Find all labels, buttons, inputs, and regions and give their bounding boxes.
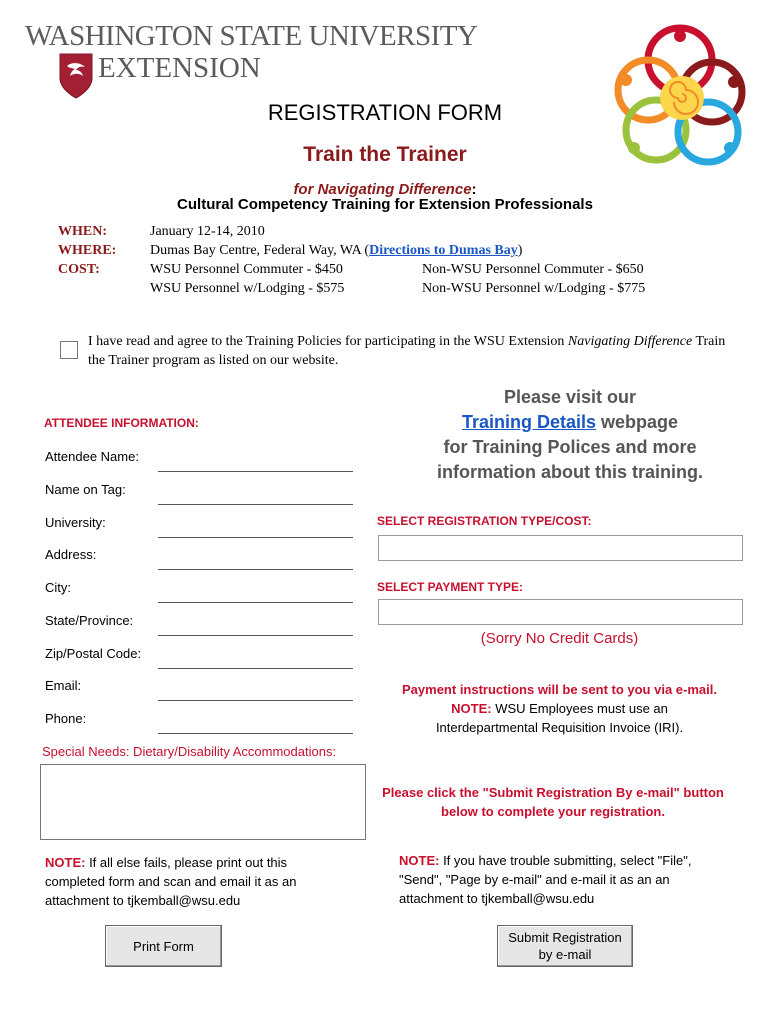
payment-type-select[interactable] xyxy=(378,599,743,625)
payment-note-text: WSU Employees must use an xyxy=(491,701,668,716)
submit-email-button[interactable] xyxy=(497,925,633,967)
email-input[interactable] xyxy=(158,700,353,701)
directions-link[interactable]: Directions to Dumas Bay xyxy=(369,243,518,258)
attendee-name-input[interactable] xyxy=(158,471,353,472)
cost-wsu-commuter: WSU Personnel Commuter - $450 xyxy=(150,262,343,277)
extension-name: EXTENSION xyxy=(98,52,261,84)
payment-note-1: Payment instructions will be sent to you via e-mail. xyxy=(402,682,717,697)
form-title: REGISTRATION FORM xyxy=(267,100,503,125)
visit-webpage: webpage xyxy=(596,412,679,432)
address-label: Address: xyxy=(45,547,97,562)
registration-type-select[interactable] xyxy=(378,535,743,561)
payment-instructions xyxy=(378,680,741,737)
submit-instruction xyxy=(368,783,738,821)
when-value: January 12-14, 2010 xyxy=(150,224,265,239)
phone-input[interactable] xyxy=(158,733,353,734)
note-right xyxy=(399,851,729,908)
agree-text-1: I have read and agree to the Training Policies for participating in the WSU Extension xyxy=(88,334,568,349)
university-input[interactable] xyxy=(158,537,353,538)
payment-type-heading: SELECT PAYMENT TYPE: xyxy=(377,580,524,594)
city-input[interactable] xyxy=(158,602,353,603)
visit-training-details xyxy=(405,385,735,485)
submit-instruction-2: below to complete your registration. xyxy=(441,804,665,819)
no-credit-cards-note: (Sorry No Credit Cards) xyxy=(480,630,639,647)
program-title: Train the Trainer xyxy=(303,143,467,166)
print-form-button[interactable]: Print Form xyxy=(105,925,222,967)
subtitle-colon: : xyxy=(471,181,477,198)
visit-line-3: for Training Polices and more xyxy=(443,437,697,457)
submit-label-2: by e-mail xyxy=(538,947,592,962)
name-on-tag-label: Name on Tag: xyxy=(45,482,126,497)
cost-label: COST: xyxy=(58,262,100,277)
where-text: Dumas Bay Centre, Federal Way, WA ( xyxy=(150,243,370,258)
where-value xyxy=(150,243,522,259)
attendee-heading: ATTENDEE INFORMATION: xyxy=(44,416,199,430)
zip-label: Zip/Postal Code: xyxy=(45,646,142,661)
payment-note-2 xyxy=(378,699,741,718)
address-input[interactable] xyxy=(158,569,353,570)
visit-line-2 xyxy=(405,410,735,435)
agreement-checkbox[interactable] xyxy=(60,341,78,359)
note-left-text: If all else fails, please print out this completed form and scan and email it as an attachment to tjkemball@wsu.edu xyxy=(45,855,297,908)
note-left-label: NOTE: xyxy=(45,855,86,870)
wsu-shield-logo xyxy=(58,52,94,100)
note-left xyxy=(45,853,335,910)
email-label: Email: xyxy=(45,678,82,693)
special-needs-textarea[interactable] xyxy=(40,764,366,840)
zip-input[interactable] xyxy=(158,668,353,669)
note-right-text: If you have trouble submitting, select "File", "Send", "Page by e-mail" and e-mail it as an an attachment to tjkemball@wsu.edu xyxy=(399,853,692,906)
agree-text-2: Train the Trainer program as listed on our website. xyxy=(88,334,726,368)
city-label: City: xyxy=(45,580,71,595)
where-label: WHERE: xyxy=(58,243,117,258)
attendee-name-label: Attendee Name: xyxy=(45,449,139,464)
registration-type-heading: SELECT REGISTRATION TYPE/COST: xyxy=(377,514,592,528)
agreement-text xyxy=(88,332,728,370)
submit-instruction-1: Please click the "Submit Registration By e-mail" button xyxy=(382,785,724,800)
state-input[interactable] xyxy=(158,635,353,636)
when-label: WHEN: xyxy=(58,224,107,239)
subtitle-italic: for Navigating Difference xyxy=(293,181,472,198)
state-label: State/Province: xyxy=(45,613,134,628)
cost-nonwsu-commuter: Non-WSU Personnel Commuter - $650 xyxy=(422,262,644,277)
note-right-label: NOTE: xyxy=(399,853,440,868)
phone-label: Phone: xyxy=(45,711,87,726)
name-on-tag-input[interactable] xyxy=(158,504,353,505)
agree-italic: Navigating Difference xyxy=(567,334,693,349)
visit-line-1: Please visit our xyxy=(503,387,637,407)
training-details-link[interactable]: Training Details xyxy=(461,412,596,432)
where-close: ) xyxy=(517,243,523,258)
payment-note-label: NOTE: xyxy=(451,701,492,716)
special-needs-label: Special Needs: Dietary/Disability Accommodations: xyxy=(42,744,337,759)
program-subtitle-2: Cultural Competency Training for Extension Professionals xyxy=(177,196,593,213)
submit-label-1: Submit Registration xyxy=(508,930,622,945)
cost-nonwsu-lodging: Non-WSU Personnel w/Lodging - $775 xyxy=(422,281,646,296)
cost-wsu-lodging: WSU Personnel w/Lodging - $575 xyxy=(150,281,345,296)
visit-line-4: information about this training. xyxy=(437,462,703,482)
university-label: University: xyxy=(45,515,106,530)
payment-note-3: Interdepartmental Requisition Invoice (IRI). xyxy=(435,720,684,735)
university-name: WASHINGTON STATE UNIVERSITY xyxy=(25,20,478,52)
